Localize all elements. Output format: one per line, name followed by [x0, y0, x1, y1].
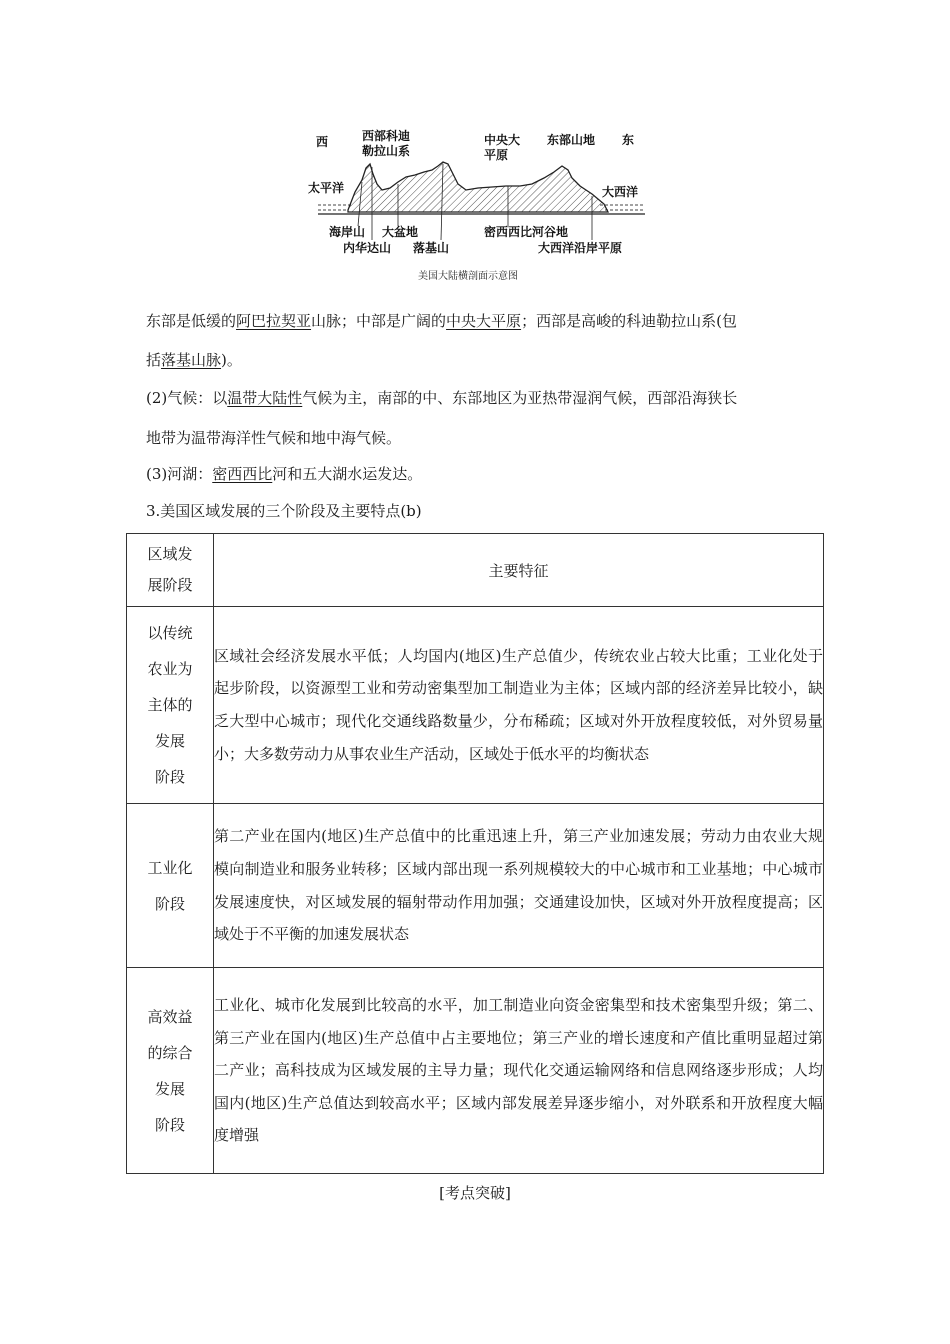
label-rocky: 落基山: [413, 241, 450, 255]
terrain-paragraph-line1: 东部是低缓的阿巴拉契亚山脉；中部是广阔的中央大平原；西部是高峻的科迪勒拉山系(包: [146, 312, 737, 330]
figure-caption: 美国大陆横剖面示意图: [418, 271, 518, 282]
cross-section-diagram: [300, 122, 650, 287]
table-row: [127, 607, 824, 804]
footer-heading: [考点突破]: [439, 1184, 511, 1202]
features-cell: 第二产业在国内(地区)生产总值中的比重迅速上升，第三产业加速发展；劳动力由农业大规模向制造业和服务业转移；区域内部出现一系列规模较大的中心城市和工业基地；中心城市发展速度快，对区域发展的辐射带动作用加强；交通建设加快，区域对外开放程度提高；区域处于不平衡的加速发展状态: [214, 804, 824, 968]
label-atlantic-plain: 大西洋沿岸平原: [538, 241, 623, 255]
term-temperate-continental: 温带大陆性: [227, 389, 303, 407]
label-east: 东: [622, 133, 635, 147]
header-stage-cell: 区域发 展阶段: [127, 534, 214, 607]
label-great-basin: 大盆地: [382, 225, 419, 239]
label-east-mountains: 东部山地: [547, 133, 596, 147]
stage-cell: 工业化 阶段: [127, 804, 214, 968]
label-atlantic: 大西洋: [602, 185, 639, 199]
term-central-plain: 中央大平原: [446, 312, 522, 330]
terrain-paragraph-line2: 括落基山脉)。: [146, 351, 242, 369]
cross-section-figure: [300, 122, 650, 287]
term-rocky-mountains: 落基山脉: [161, 351, 222, 369]
terrain-profile: [348, 162, 608, 212]
label-mississippi-valley: 密西西比河谷地: [484, 225, 569, 239]
label-coastal-mountains: 海岸山: [329, 225, 366, 239]
climate-paragraph-line1: (2)气候：以温带大陆性气候为主，南部的中、东部地区为亚热带湿润气候，西部沿海狭长: [146, 389, 738, 407]
table-row: [127, 968, 824, 1174]
climate-paragraph-line2: 地带为温带海洋性气候和地中海气候。: [146, 429, 402, 447]
label-west-mountains: 西部科迪 勒拉山系: [362, 129, 411, 158]
development-stages-table: [126, 533, 824, 1174]
stage-cell: 以传统 农业为 主体的 发展 阶段: [127, 607, 214, 804]
label-west: 西: [316, 135, 329, 149]
table-header-row: [127, 534, 824, 607]
label-pacific: 太平洋: [308, 181, 345, 195]
header-features-cell: 主要特征: [214, 534, 824, 607]
label-central-plain: 中央大 平原: [484, 133, 521, 162]
label-nevada: 内华达山: [343, 241, 392, 255]
rivers-paragraph: (3)河湖：密西西比河和五大湖水运发达。: [146, 465, 423, 483]
term-mississippi: 密西西比: [212, 465, 273, 483]
term-appalachian: 阿巴拉契亚: [236, 312, 312, 330]
features-cell: 工业化、城市化发展到比较高的水平，加工制造业向资金密集型和技术密集型升级；第二、第三产业在国内(地区)生产总值中占主要地位；第三产业的增长速度和产值比重明显超过第二产业；高科技成为区域发展的主导力量；现代化交通运输网络和信息网络逐步形成；人均国内(地区)生产总值达到较高水平；区域内部发展差异逐步缩小，对外联系和开放程度大幅度增强: [214, 968, 824, 1174]
stage-cell: 高效益 的综合 发展 阶段: [127, 968, 214, 1174]
table-row: [127, 804, 824, 968]
section-title: 3.美国区域发展的三个阶段及主要特点(b): [146, 502, 422, 520]
features-cell: 区域社会经济发展水平低；人均国内(地区)生产总值少，传统农业占较大比重；工业化处于起步阶段，以资源型工业和劳动密集型加工制造业为主体；区域内部的经济差异比较小，缺乏大型中心城市；现代化交通线路数量少，分布稀疏；区域对外开放程度较低，对外贸易量小；大多数劳动力从事农业生产活动，区域处于低水平的均衡状态: [214, 607, 824, 804]
